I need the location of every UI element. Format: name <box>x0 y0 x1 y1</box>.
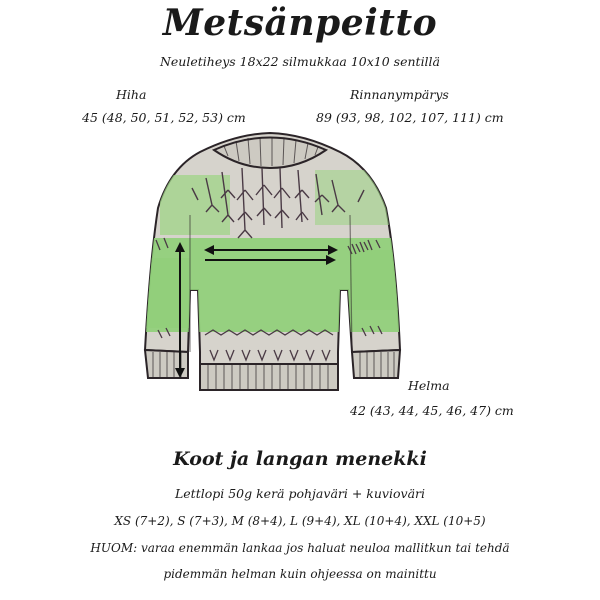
sleeve-label: Hiha <box>116 87 147 102</box>
sleeve-sizes: 45 (48, 50, 51, 52, 53) cm <box>82 110 246 125</box>
page-title: Metsänpeitto <box>162 2 438 44</box>
cuff-right <box>352 350 400 378</box>
yarn-heading: Koot ja langan menekki <box>173 448 427 470</box>
sizes-line: XS (7+2), S (7+3), M (8+4), L (9+4), XL (10+4), XXL (10+5) <box>114 514 486 528</box>
hem-sizes: 42 (43, 44, 45, 46, 47) cm <box>350 403 514 418</box>
note-line-1: HUOM: varaa enemmän lankaa jos haluat neuloa mallitkun tai tehdä <box>90 541 510 555</box>
hem-label: Helma <box>408 378 450 393</box>
chest-label: Rinnanympärys <box>350 87 449 102</box>
yarn-line: Lettlopi 50g kerä pohjaväri + kuvioväri <box>174 486 425 501</box>
gauge-text: Neuletiheys 18x22 silmukkaa 10x10 sentillä <box>159 54 441 69</box>
note-line-2: pidemmän helman kuin ohjeessa on mainittu <box>163 567 437 581</box>
hem-ribbing <box>200 364 338 390</box>
chest-sizes: 89 (93, 98, 102, 107, 111) cm <box>316 110 504 125</box>
